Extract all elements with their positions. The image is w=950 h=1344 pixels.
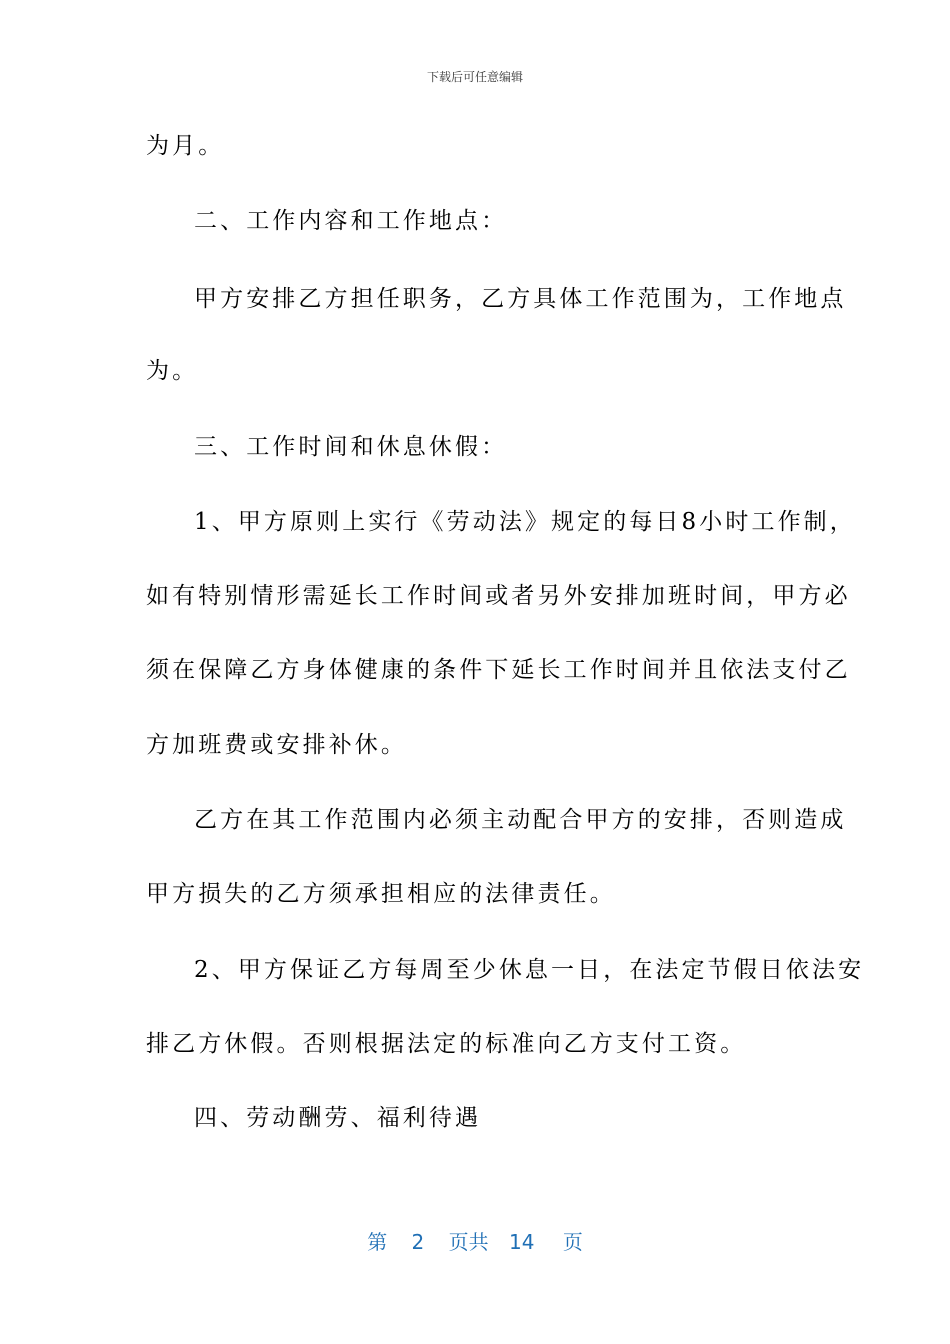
body-line: 如有特别情形需延长工作时间或者另外安排加班时间，甲方必 [146,583,851,609]
page-header-note: 下载后可任意编辑 [426,70,523,84]
section-heading: 三、工作时间和休息休假： [194,434,508,460]
body-line: 乙方在其工作范围内必须主动配合甲方的安排，否则造成 [194,807,847,833]
body-line: 甲方安排乙方担任职务，乙方具体工作范围为，工作地点 [194,286,847,312]
body-line: 须在保障乙方身体健康的条件下延长工作时间并且依法支付乙 [146,657,851,683]
body-line: 为月。 [146,133,225,159]
section-heading: 二、工作内容和工作地点： [194,208,508,234]
page-suffix: 页 [562,1230,583,1254]
page-middle-text: 页共 [448,1230,489,1254]
body-line: 甲方损失的乙方须承担相应的法律责任。 [146,881,616,907]
body-line: 方加班费或安排补休。 [146,732,407,758]
body-line: 1、甲方原则上实行《劳动法》规定的每日8小时工作制， [194,509,856,535]
body-line: 2、甲方保证乙方每周至少休息一日，在法定节假日依法安 [194,957,865,983]
total-pages-number: 14 [509,1230,535,1254]
page-number-footer [0,1226,950,1255]
body-line: 为。 [146,358,199,384]
page-prefix: 第 [367,1230,388,1254]
current-page-number: 2 [411,1230,425,1254]
body-line: 排乙方休假。否则根据法定的标准向乙方支付工资。 [146,1031,747,1057]
section-heading: 四、劳动酬劳、福利待遇 [194,1105,482,1131]
